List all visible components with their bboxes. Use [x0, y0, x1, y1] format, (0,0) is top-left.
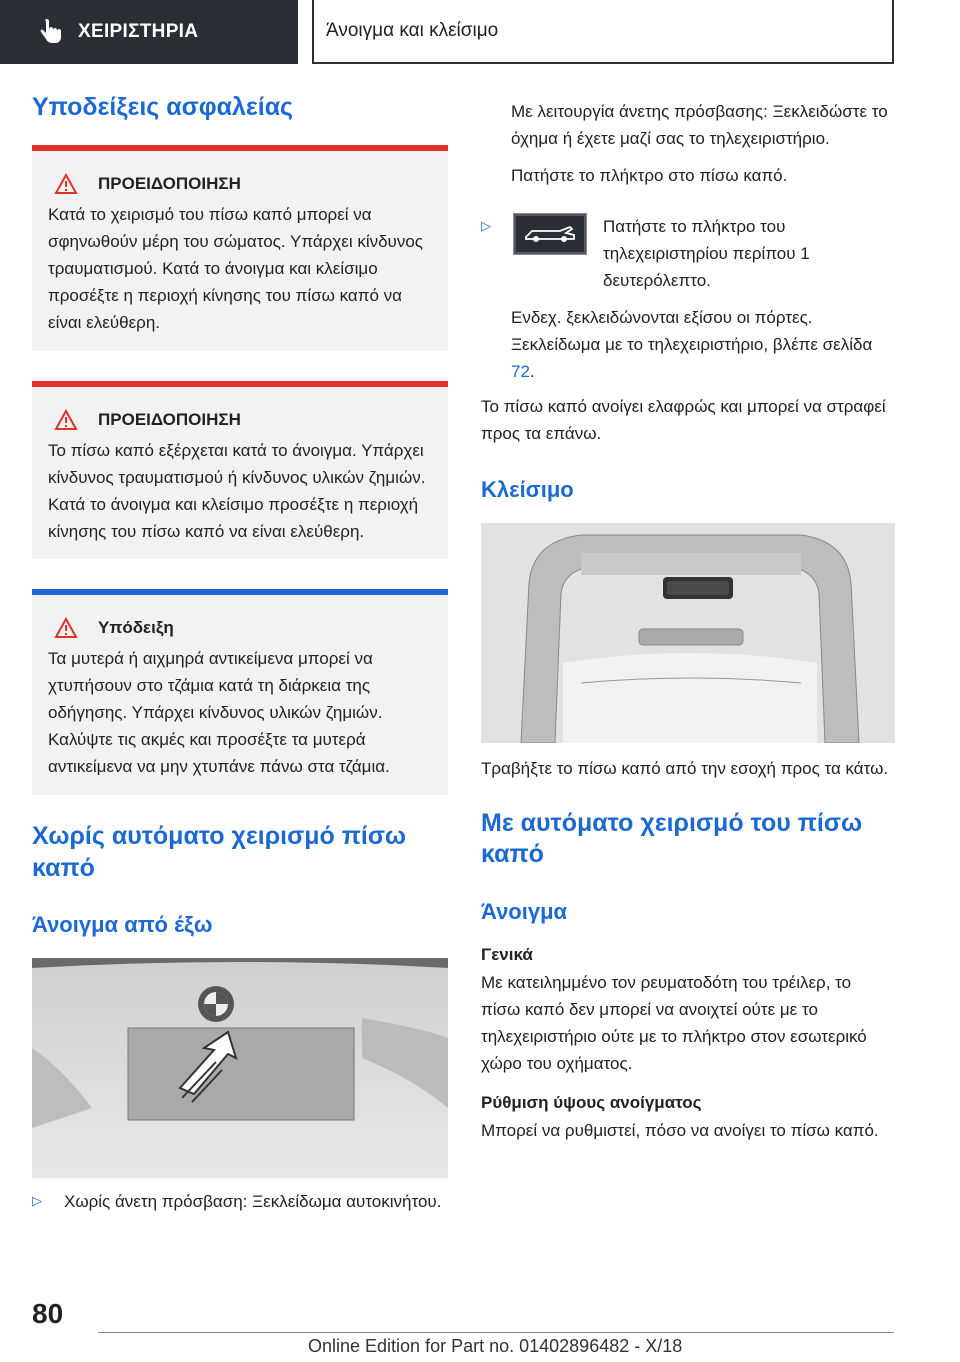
unlock-step [32, 1188, 448, 1215]
page-number: 80 [32, 1298, 64, 1329]
remote-key-icon [513, 213, 587, 255]
height-heading: Ρύθμιση ύψους ανοίγματος [481, 1092, 702, 1112]
pull-down-text: Τραβήξτε το πίσω καπό από την εσοχή προς τα κάτω. [481, 759, 889, 778]
hand-pointer-icon [38, 19, 64, 45]
warning-triangle-icon [54, 409, 78, 431]
safety-heading: Υποδείξεις ασφαλείας [32, 93, 294, 121]
height-text: Μπορεί να ρυθμιστεί, πόσο να ανοίγει το πίσω καπό. [481, 1120, 879, 1140]
warning-label: ΠΡΟΕΙΔΟΠΟΙΗΣΗ [98, 174, 241, 194]
edition-text: Online Edition for Part no. 01402896482 - X/18 [308, 1336, 683, 1356]
warning-triangle-icon [54, 173, 78, 195]
press-button-text: Πατήστε το πλήκτρο στο πίσω καπό. [511, 166, 788, 185]
hint-label: Υπόδειξη [98, 618, 174, 638]
warning-label: ΠΡΟΕΙΔΟΠΟΙΗΣΗ [98, 410, 241, 430]
closing-heading: Κλείσιμο [481, 477, 574, 502]
general-text: Με κατειλημμένο τον ρευματοδότη του τρέιλερ, το πίσω καπό δεν μπορεί να ανοιχτεί ούτε με το τηλεχειριστήριο ούτε με το πλήκτρο στον εσωτερικό χώρο του οχήματος. [481, 972, 867, 1073]
remote-step [481, 213, 895, 294]
page-72-link[interactable]: 72 [511, 362, 530, 381]
unlock-doors-pre: Ενδεχ. ξεκλειδώνονται εξίσου οι πόρτες. Ξεκλείδωμα με το τηλεχειριστήριο, βλέπε σελίδα [511, 308, 873, 354]
step-arrow-icon: ▷ [481, 218, 491, 233]
unlock-doors-text [481, 304, 895, 385]
page-title: Άνοιγμα και κλείσιμο [326, 20, 499, 41]
trunk-button-image [32, 958, 448, 1178]
closing-image [481, 523, 895, 743]
step-arrow-icon: ▷ [32, 1192, 42, 1208]
warning-box-2 [32, 381, 448, 559]
section-label: ΧΕΙΡΙΣΤΗΡΙΑ [78, 21, 199, 42]
page-title-box [312, 0, 894, 64]
hint-box [32, 589, 448, 795]
manual-section-heading: Χωρίς αυτόματο χειρισμό πίσω καπό [32, 822, 407, 882]
right-column [481, 92, 895, 1144]
warning-box-1 [32, 145, 448, 351]
comfort-access-text: Με λειτουργία άνετης πρόσβασης: Ξεκλειδώστε το όχημα ή έχετε μαζί σας το τηλεχειριστήριο. [511, 102, 888, 148]
hint-text: Τα μυτερά ή αιχμηρά αντικείμενα μπορεί να χτυπήσουν στο τζάμια κατά τη διάρκεια της οδήγησης. Υπάρχει κίνδυνος υλικών ζημιών. Καλύψτε τις ακμές και προσέξτε τα μυτερά αντικείμενα να μην χτυπάνε πάνω στα τζάμια. [48, 649, 390, 777]
general-heading: Γενικά [481, 944, 533, 964]
unlock-doors-post: . [529, 362, 535, 381]
remote-step-text: Πατήστε το πλήκτρο του τηλεχειριστηρίου περίπου 1 δευτερόλεπτο. [603, 217, 810, 290]
left-column [32, 92, 448, 1215]
opens-slightly-text: Το πίσω καπό ανοίγει ελαφρώς και μπορεί να στραφεί προς τα επάνω. [481, 397, 886, 443]
warning-text: Κατά το χειρισμό του πίσω καπό μπορεί να σφηνωθούν μέρη του σώματος. Υπάρχει κίνδυνος τραυματισμού. Κατά το άνοιγμα και κλείσιμο προσέξτε η περιοχή κίνησης του πίσω καπό να είναι ελεύθερη. [48, 205, 424, 333]
section-tab [0, 0, 298, 64]
step-text: Χωρίς άνετη πρόσβαση: Ξεκλείδωμα αυτοκινήτου. [64, 1191, 442, 1211]
open-outside-heading: Άνοιγμα από έξω [32, 911, 213, 937]
hint-triangle-icon [54, 617, 78, 639]
footer-divider [98, 1332, 894, 1333]
auto-section-heading: Με αυτόματο χειρισμό του πίσω καπό [481, 809, 863, 869]
warning-text: Το πίσω καπό εξέρχεται κατά το άνοιγμα. Υπάρχει κίνδυνος τραυματισμού ή κίνδυνος υλικών ζημιών. Κατά το άνοιγμα και κλείσιμο προσέξτε η περιοχή κίνησης του πίσω καπό να είναι ελεύθερη. [48, 441, 426, 542]
opening-heading: Άνοιγμα [481, 898, 568, 924]
